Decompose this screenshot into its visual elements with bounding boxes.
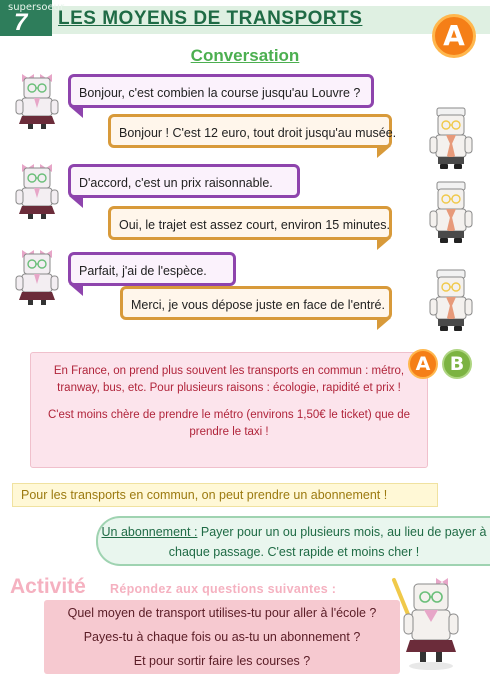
bubble-tail — [377, 238, 391, 250]
dialogue-text-1: Bonjour, c'est combien la course jusqu'au Louvre ? — [79, 86, 361, 100]
question-2: Payes-tu à chaque fois ou as-tu un abonnement ? — [83, 630, 361, 644]
teacher-character-icon — [386, 572, 466, 672]
dialogue-text-6: Merci, je vous dépose juste en face de l'entré. — [131, 298, 385, 312]
bubble-tail — [69, 106, 83, 118]
dialogue-bubble-3 — [68, 164, 300, 198]
page-header — [0, 0, 490, 38]
dialogue-bubble-4 — [108, 206, 392, 240]
dialogue-text-2: Bonjour ! C'est 12 euro, tout droit jusqu'au musée. — [119, 126, 397, 140]
dialogue-bubble-1 — [68, 74, 374, 108]
definition-box — [96, 516, 490, 566]
dialogue-bubble-6 — [120, 286, 392, 320]
question-1: Quel moyen de transport utilises-tu pour aller à l'école ? — [67, 606, 377, 620]
section-title-conversation: Conversation — [190, 46, 300, 65]
driver-character-icon — [426, 106, 476, 170]
dialogue-text-3: D'accord, c'est un prix raisonnable. — [79, 176, 273, 190]
questions-box — [44, 600, 400, 674]
info-paragraph-2: C'est moins chère de prendre le métro (environs 1,50€ le ticket) que de prendre le taxi ! — [47, 409, 411, 438]
driver-character-icon — [426, 180, 476, 244]
level-badge-a: A — [432, 14, 476, 58]
activity-instruction: Répondez aux questions suivantes : — [110, 582, 337, 596]
girl-character-icon — [12, 160, 62, 220]
cultural-info-box — [30, 352, 428, 468]
dialogue-bubble-2 — [108, 114, 397, 148]
note-bar: Pour les transports en commun, on peut prendre un abonnement ! — [12, 483, 438, 507]
driver-character-icon — [426, 268, 476, 332]
dialogue-bubble-5 — [68, 252, 236, 286]
dialogue-text-4: Oui, le trajet est assez court, environ 15 minutes. — [119, 218, 390, 232]
definition-text: Payer pour un ou plusieurs mois, au lieu de payer à chaque passage. C'est rapide et moins cher ! — [168, 525, 487, 559]
info-paragraph-1: En France, on prend plus souvent les transports en commun : métro, tranway, bus, etc. Pour plusieurs raisons : écologie, rapidité et prix ! — [53, 365, 405, 394]
bubble-tail — [377, 146, 391, 158]
lesson-number-tab — [0, 0, 65, 36]
bubble-tail — [69, 284, 83, 296]
brand-logo: supersoeur — [8, 2, 65, 13]
question-3: Et pour sortir faire les courses ? — [133, 654, 311, 668]
bubble-tail — [377, 318, 391, 330]
lesson-number: 7 — [14, 9, 28, 36]
level-badge-b: B — [442, 349, 472, 379]
page-title: LES MOYENS DE TRANSPORTS — [58, 8, 363, 29]
definition-term: Un abonnement : — [101, 525, 198, 539]
dialogue-text-5: Parfait, j'ai de l'espèce. — [79, 264, 207, 278]
activity-title: Activité — [10, 575, 86, 598]
girl-character-icon — [12, 70, 62, 130]
level-badge-a: A — [408, 349, 438, 379]
bubble-tail — [69, 196, 83, 208]
girl-character-icon — [12, 246, 62, 306]
